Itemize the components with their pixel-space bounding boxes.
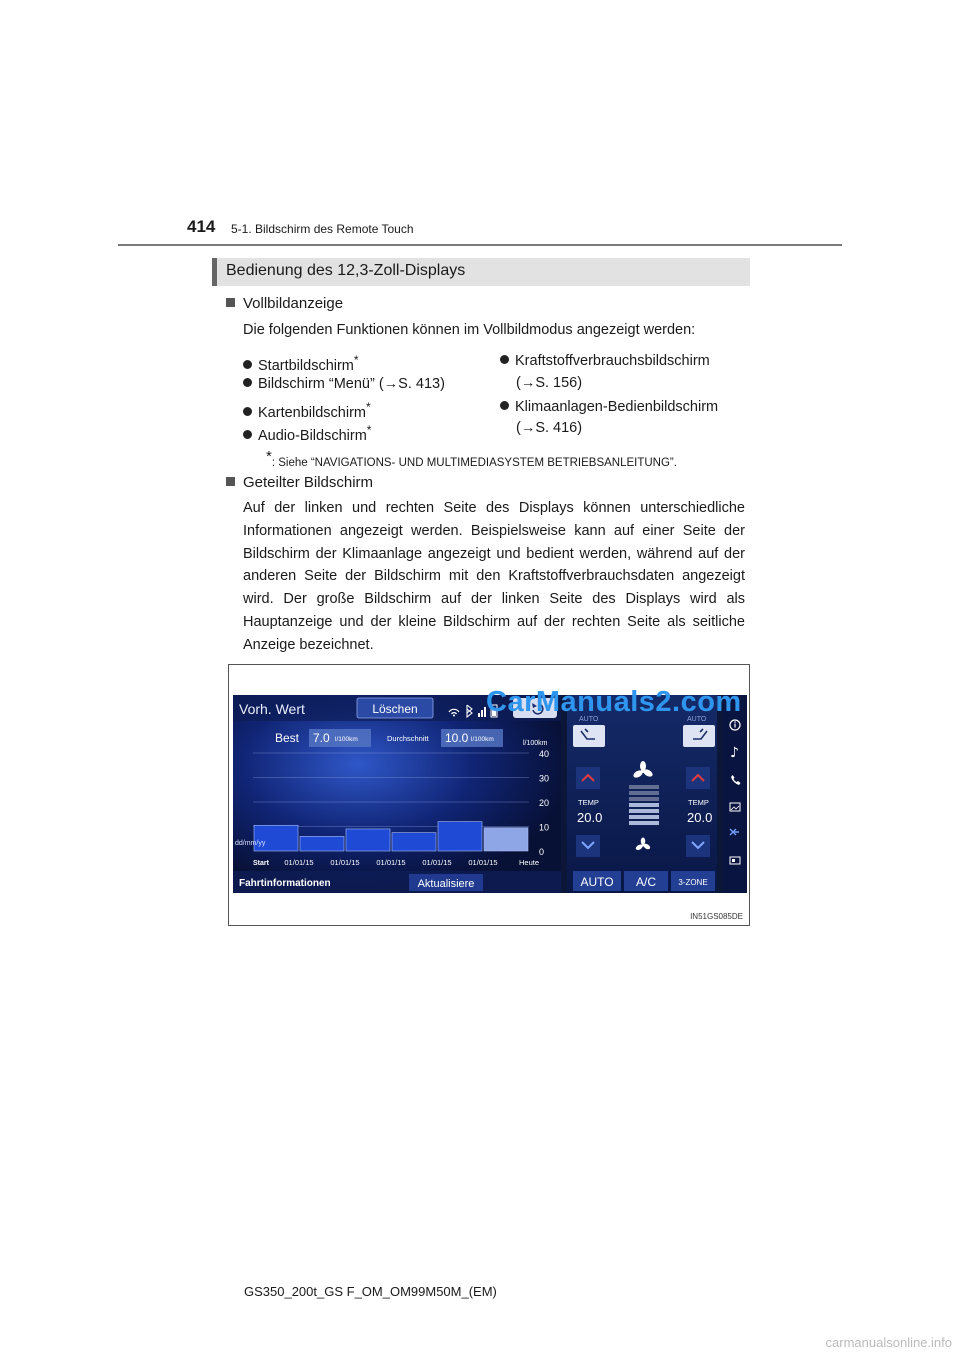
fan-level-segment: [629, 797, 659, 801]
chart-x-tick: 01/01/15: [468, 858, 498, 867]
temp-left-value: 20.0: [577, 810, 603, 825]
chart-bar: [438, 822, 482, 851]
airflow-right-button[interactable]: [683, 725, 715, 747]
section-accent: [212, 258, 217, 286]
three-zone-label: 3-ZONE: [678, 878, 708, 887]
fan-level-segment: [629, 785, 659, 789]
fullscreen-heading: Vollbildanzeige: [226, 295, 343, 312]
chart-y-tick: 10: [539, 822, 550, 833]
temp-right-down-button[interactable]: [686, 835, 710, 857]
page-number: 414: [187, 217, 216, 236]
trip-info-label[interactable]: Fahrtinformationen: [239, 878, 331, 889]
split-screen-heading: Geteilter Bildschirm: [226, 474, 373, 491]
best-label: Best: [275, 731, 300, 745]
chart-y-tick: 30: [539, 773, 550, 784]
airflow-left-button[interactable]: [573, 725, 605, 747]
watermark-bottom: carmanualsonline.info: [825, 1335, 952, 1350]
fan-level-segment: [629, 803, 659, 807]
average-unit: l/100km: [471, 736, 494, 743]
ac-button-label: A/C: [635, 875, 657, 889]
auto-indicator-left: AUTO: [579, 716, 599, 723]
best-unit: l/100km: [335, 736, 358, 743]
footnote: *: Siehe “NAVIGATIONS- UND MULTIMEDIASYSTEM BETRIEBSANLEITUNG”.: [266, 448, 677, 469]
chart-y-tick: 0: [539, 847, 545, 857]
list-item: Startbildschirm*: [243, 353, 359, 374]
bullet-icon: [500, 355, 509, 364]
chart-x-tick: 01/01/15: [330, 858, 360, 867]
auto-indicator-right: AUTO: [687, 716, 707, 723]
temp-right-value: 20.0: [687, 810, 713, 825]
bullet-icon: [243, 407, 252, 416]
section-heading-bar: [212, 258, 750, 286]
temp-left-down-button[interactable]: [576, 835, 600, 857]
screen-title: Vorh. Wert: [239, 701, 305, 717]
square-bullet-icon: [226, 477, 235, 486]
fan-level-segment: [629, 815, 659, 819]
header-rule: [118, 244, 842, 246]
chart-y-tick: 20: [539, 798, 550, 808]
music-note-icon[interactable]: ♪: [730, 745, 739, 761]
split-screen-paragraph: Auf der linken und rechten Seite des Displays können unterschiedliche Informationen angezeigt werden. Beispielsweise kann auf einer Seite der Bildschirm der Klimaanlage angezeigt und bedient werden, während auf der anderen Seite der Bildschirm mit den Kraftstoffverbrauchsdaten angezeigt wird. Der große Bildschirm auf der linken Seite des Displays wird als Hauptanzeige und der kleine Bildschirm auf der rechten Seite als seitliche Anzeige bezeichnet.: [243, 500, 745, 653]
list-item: Audio-Bildschirm*: [243, 423, 372, 444]
display-screenshot: [233, 695, 747, 893]
temp-right-up-button[interactable]: [686, 767, 710, 789]
bullet-icon: [500, 401, 509, 410]
fan-level-segment: [629, 809, 659, 813]
list-item: Kartenbildschirm*: [243, 400, 371, 421]
section-title: Bedienung des 12,3-Zoll-Displays: [226, 262, 466, 279]
chart-y-tick: 40: [539, 749, 550, 759]
chart-x-tick: 01/01/15: [376, 858, 406, 867]
fan-speed-level[interactable]: [629, 785, 659, 825]
square-bullet-icon: [226, 298, 235, 307]
list-item: Kraftstoffverbrauchsbildschirm: [500, 353, 710, 369]
fan-level-segment: [629, 791, 659, 795]
temp-left-label: TEMP: [578, 798, 599, 807]
clear-button-label: Löschen: [372, 702, 418, 716]
chart-x-tick: 01/01/15: [422, 858, 452, 867]
list-item: Bildschirm “Menü” (→S. 413): [243, 376, 445, 392]
axis-unit: l/100km: [523, 740, 548, 747]
document-footer: GS350_200t_GS F_OM_OM99M50M_(EM): [244, 1284, 497, 1299]
chart-x-tick: Start: [253, 860, 269, 867]
chart-bar: [484, 828, 528, 851]
chart-x-tick: Heute: [518, 858, 540, 867]
chart-bar: [254, 825, 298, 851]
average-value: 10.0: [445, 731, 469, 745]
fullscreen-intro: Die folgenden Funktionen können im Vollbildmodus angezeigt werden:: [243, 322, 696, 338]
chart-x-tick: 01/01/15: [284, 858, 314, 867]
temp-right-label: TEMP: [688, 798, 709, 807]
figure-code: IN51GS085DE: [690, 912, 743, 921]
chart-x-tick-labels: [253, 858, 539, 867]
update-button-label: Aktualisiere: [417, 878, 475, 890]
chart-bar: [392, 833, 436, 851]
bullet-icon: [243, 430, 252, 439]
chart-bar: [346, 829, 390, 851]
bullet-icon: [243, 360, 252, 369]
watermark-top: CarManuals2.com: [486, 686, 742, 718]
auto-button-label: AUTO: [580, 875, 614, 889]
chapter-title: 5-1. Bildschirm des Remote Touch: [231, 222, 414, 236]
average-label: Durchschnitt: [387, 734, 429, 743]
date-format-label: dd/mm/yy: [235, 840, 266, 847]
temp-left-up-button[interactable]: [576, 767, 600, 789]
bullet-icon: [243, 378, 252, 387]
fan-level-segment: [629, 821, 659, 825]
list-item-continuation: (→S. 416): [516, 420, 583, 436]
list-item: Klimaanlagen-Bedienbildschirm: [500, 399, 718, 415]
list-item-continuation: (→S. 156): [516, 375, 583, 391]
chart-bar: [300, 836, 344, 851]
best-value: 7.0: [313, 731, 330, 745]
